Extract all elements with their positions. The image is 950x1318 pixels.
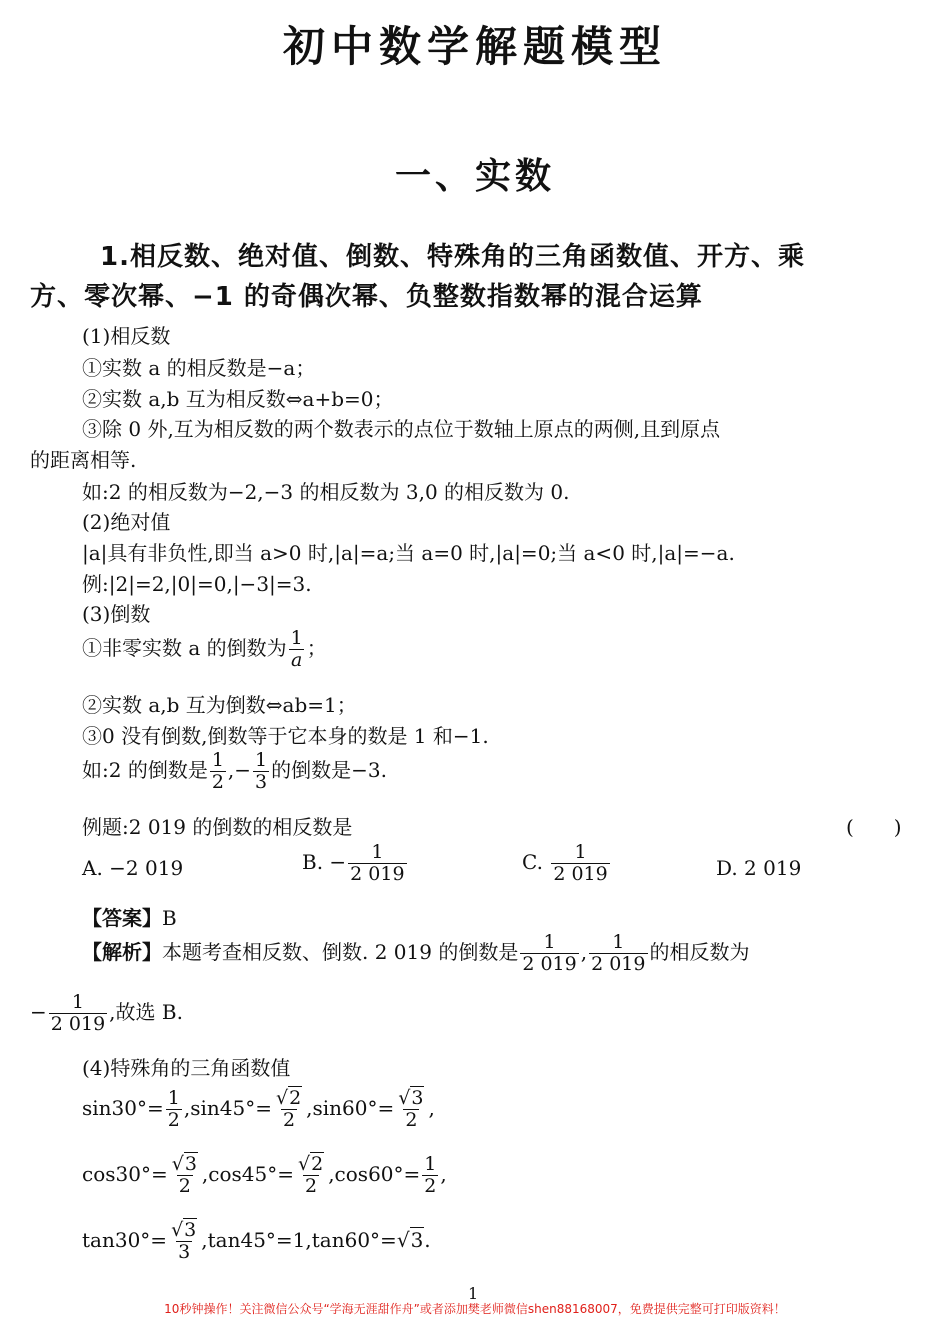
radicand: 3	[184, 1219, 197, 1241]
text: ,−	[227, 757, 252, 782]
numerator: 1	[543, 931, 556, 953]
radicand: 2	[311, 1153, 324, 1175]
numerator: 1	[612, 931, 625, 953]
denominator: 2 019	[50, 1012, 106, 1035]
fraction	[253, 750, 269, 793]
fraction	[396, 1088, 426, 1131]
denominator: 2	[211, 770, 224, 793]
text: ,sin60°=	[306, 1095, 395, 1120]
fraction	[170, 1154, 200, 1197]
analysis-line-1	[82, 932, 750, 975]
analysis-label: 【解析】	[82, 939, 162, 964]
subsection-absolute-value: (2)绝对值	[82, 510, 171, 534]
numerator	[274, 1088, 304, 1109]
text: sin30°=	[82, 1095, 164, 1120]
denominator: 2	[283, 1108, 296, 1131]
fraction	[296, 1154, 326, 1197]
numerator: 1	[167, 1087, 180, 1109]
opposite-item-1: ①实数 a 的相反数是−a；	[82, 356, 316, 380]
fraction	[49, 992, 107, 1035]
sqrt-icon: √3	[171, 1153, 197, 1175]
topic-heading-line2: 方、零次幂、−1 的奇偶次幂、负整数指数幂的混合运算	[30, 282, 703, 312]
fraction	[422, 1154, 438, 1197]
option-b	[302, 842, 409, 885]
option-c	[522, 842, 612, 885]
sin-values	[82, 1088, 435, 1131]
text: ,	[440, 1161, 447, 1186]
text: C.	[522, 849, 550, 874]
page-number: 1	[468, 1284, 479, 1303]
text: .	[424, 1227, 431, 1252]
radicand: 3	[411, 1087, 424, 1109]
denominator: 2 019	[350, 862, 405, 885]
subsection-trig-values: (4)特殊角的三角函数值	[82, 1056, 291, 1080]
text: ,	[580, 939, 588, 964]
reciprocal-example	[82, 750, 387, 793]
text: ,cos45°=	[201, 1161, 294, 1186]
fraction	[520, 932, 578, 975]
denominator: 2	[305, 1174, 318, 1197]
text: ,	[428, 1095, 435, 1120]
text: cos30°=	[82, 1161, 168, 1186]
sqrt-icon: √2	[298, 1153, 324, 1175]
absolute-value-example: 例:|2|=2,|0|=0,|−3|=3.	[82, 572, 312, 596]
text: 如:2 的倒数是	[82, 757, 208, 782]
denominator: 2 019	[591, 952, 646, 975]
section-title: 一、实数	[394, 156, 555, 197]
topic-heading-line1: 1.相反数、绝对值、倒数、特殊角的三角函数值、开方、乘	[100, 242, 805, 272]
opposite-item-2: ②实数 a,b 互为相反数⇔a+b=0；	[82, 387, 394, 411]
denominator: 2	[178, 1174, 191, 1197]
absolute-value-definition: |a|具有非负性,即当 a>0 时,|a|=a;当 a=0 时,|a|=0;当 a<0 时,|a|=−a.	[82, 541, 735, 565]
fraction	[166, 1088, 182, 1131]
reciprocal-item-2: ②实数 a,b 互为倒数⇔ab=1；	[82, 693, 357, 717]
denominator: 2 019	[553, 862, 608, 885]
reciprocal-item-1	[82, 628, 327, 671]
option-a: A. −2 019	[82, 856, 184, 880]
numerator	[170, 1154, 200, 1175]
numerator: 1	[371, 841, 384, 863]
numerator	[396, 1088, 426, 1109]
subsection-opposite: (1)相反数	[82, 324, 171, 348]
text: ,故选 B.	[109, 999, 183, 1024]
text: ；	[306, 635, 327, 660]
radicand: 3	[410, 1227, 424, 1252]
numerator: 1	[71, 991, 85, 1013]
sqrt-icon: √2	[275, 1087, 302, 1109]
denominator: 3	[255, 770, 268, 793]
sqrt-icon: √3	[396, 1227, 424, 1252]
opposite-example: 如:2 的相反数为−2,−3 的相反数为 3,0 的相反数为 0.	[82, 480, 570, 504]
numerator	[296, 1154, 326, 1175]
answer	[82, 902, 177, 931]
numerator: 1	[211, 749, 224, 771]
denominator: a	[291, 648, 303, 671]
denominator: 2	[167, 1108, 180, 1131]
fraction	[348, 842, 406, 885]
subsection-reciprocal: (3)倒数	[82, 602, 151, 626]
fraction	[169, 1220, 199, 1263]
text: ,sin45°=	[183, 1095, 272, 1120]
fraction	[589, 932, 647, 975]
answer-label: 【答案】	[82, 906, 162, 930]
radicand: 2	[289, 1087, 302, 1109]
text: ①非零实数 a 的倒数为	[82, 635, 287, 660]
reciprocal-item-3: ③0 没有倒数,倒数等于它本身的数是 1 和−1.	[82, 724, 489, 748]
text: 的倒数是−3.	[271, 757, 387, 782]
text: B. −	[302, 849, 347, 874]
text: 的相反数为	[649, 939, 750, 964]
denominator: 3	[178, 1240, 191, 1263]
fraction	[289, 628, 305, 671]
text: −	[30, 999, 47, 1024]
sqrt-icon: √3	[171, 1219, 197, 1241]
opposite-item-3-cont: 的距离相等.	[30, 448, 137, 472]
document-title: 初中数学解题模型	[282, 22, 667, 71]
numerator: 1	[424, 1153, 437, 1175]
cos-values	[82, 1154, 447, 1197]
answer-value: B	[162, 906, 177, 930]
denominator: 2	[405, 1108, 418, 1131]
fraction	[210, 750, 226, 793]
answer-blank: ( )	[846, 815, 902, 839]
denominator: 2 019	[522, 952, 577, 975]
example-question: 例题:2 019 的倒数的相反数是	[82, 815, 353, 839]
option-d: D. 2 019	[716, 856, 802, 880]
footer-notice: 10秒钟操作！关注微信公众号“学海无涯甜作舟”或者添加樊老师微信shen88168007，免费提供完整可打印版资料！	[164, 1302, 786, 1316]
analysis-line-2	[30, 992, 183, 1035]
numerator: 1	[255, 749, 268, 771]
tan-values	[82, 1220, 431, 1263]
text: tan30°=	[82, 1227, 168, 1252]
denominator: 2	[424, 1174, 437, 1197]
numerator: 1	[290, 627, 303, 649]
fraction	[274, 1088, 304, 1131]
numerator	[169, 1220, 199, 1241]
text: ,tan45°=1,tan60°=	[201, 1227, 397, 1252]
opposite-item-3: ③除 0 外,互为相反数的两个数表示的点位于数轴上原点的两侧,且到原点	[82, 417, 721, 441]
radicand: 3	[184, 1153, 197, 1175]
fraction	[551, 842, 609, 885]
text: ,cos60°=	[328, 1161, 421, 1186]
text: 本题考查相反数、倒数. 2 019 的倒数是	[162, 939, 519, 964]
sqrt-icon: √3	[398, 1087, 424, 1109]
numerator: 1	[574, 841, 587, 863]
